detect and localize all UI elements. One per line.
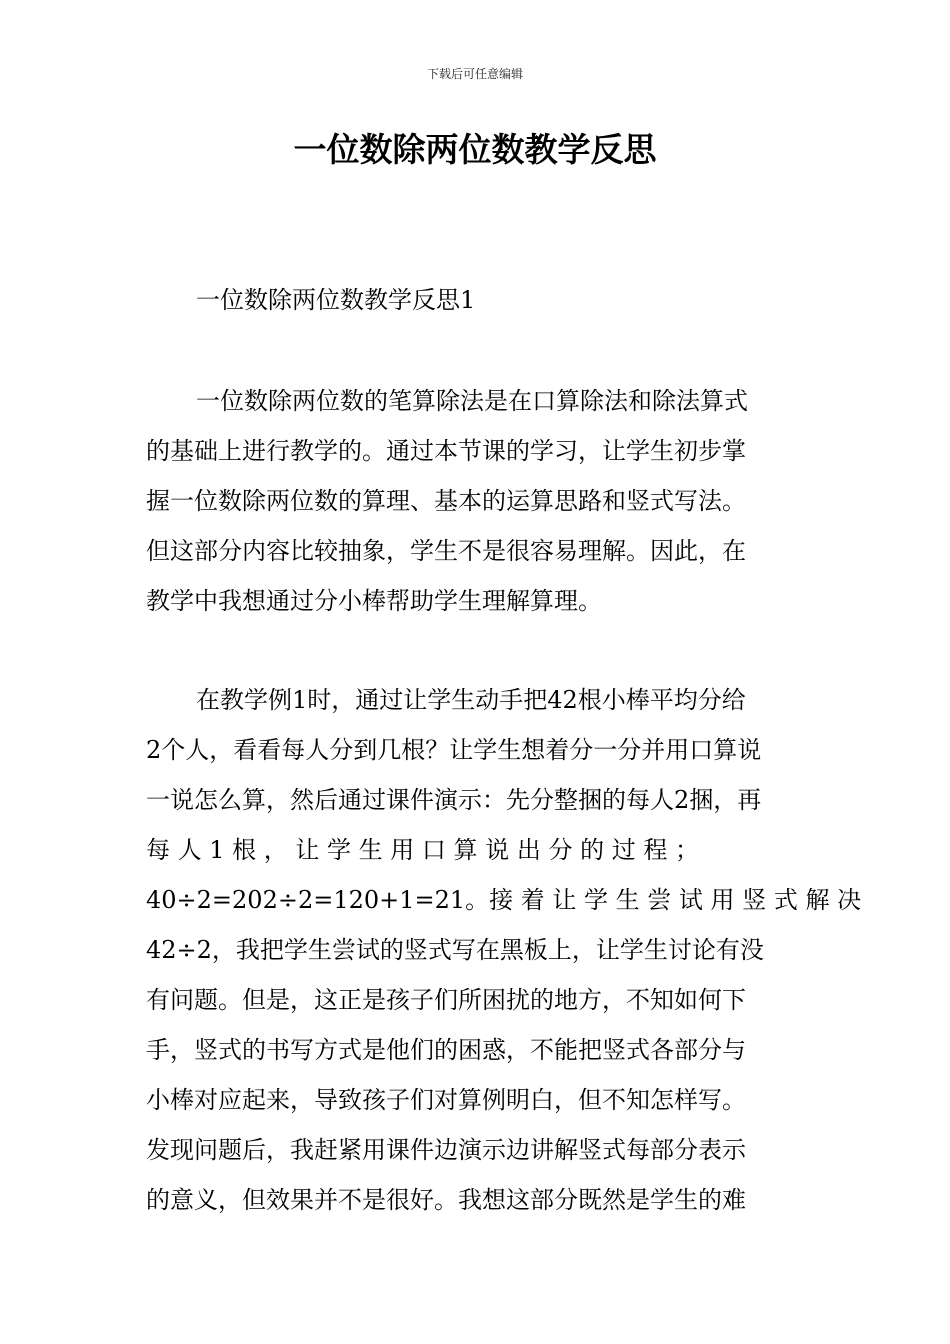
paragraph-1-line: 的基础上进行教学的。通过本节课的学习，让学生初步掌 (146, 437, 746, 465)
document-title: 一位数除两位数教学反思 (293, 130, 657, 169)
paragraph-2-line: 2个人，看看每人分到几根？让学生想着分一分并用口算说 (146, 736, 762, 764)
paragraph-2-line: 的意义，但效果并不是很好。我想这部分既然是学生的难 (146, 1186, 746, 1214)
paragraph-2 (146, 675, 862, 1225)
paragraph-2-line: 一说怎么算，然后通过课件演示：先分整捆的每人2捆，再 (146, 786, 762, 814)
paragraph-1 (146, 376, 806, 626)
paragraph-1-line: 但这部分内容比较抽象，学生不是很容易理解。因此，在 (146, 537, 746, 565)
paragraph-2-line: 手，竖式的书写方式是他们的困惑，不能把竖式各部分与 (146, 1036, 746, 1064)
paragraph-2-line: 有问题。但是，这正是孩子们所困扰的地方，不知如何下 (146, 986, 746, 1014)
paragraph-2-line: 发现问题后，我赶紧用课件边演示边讲解竖式每部分表示 (146, 1136, 746, 1164)
paragraph-1-line: 握一位数除两位数的算理、基本的运算思路和竖式写法。 (146, 487, 746, 515)
paragraph-2-line: 40÷2=202÷2=120+1=21。接 着 让 学 生 尝 试 用 竖 式 解 决 (146, 886, 862, 914)
paragraph-1-line: 一位数除两位数的笔算除法是在口算除法和除法算式 (196, 387, 748, 415)
paragraph-2-line: 每 人 1 根 ， 让 学 生 用 口 算 说 出 分 的 过 程 ； (146, 836, 699, 864)
section-heading: 一位数除两位数教学反思1 (196, 286, 476, 314)
paragraph-2-line: 在教学例1时，通过让学生动手把42根小棒平均分给 (196, 686, 746, 714)
paragraph-2-line: 42÷2，我把学生尝试的竖式写在黑板上，让学生讨论有没 (146, 936, 764, 964)
paragraph-2-line: 小棒对应起来，导致孩子们对算例明白，但不知怎样写。 (146, 1086, 746, 1114)
header-note: 下载后可任意编辑 (426, 67, 523, 81)
paragraph-1-line: 教学中我想通过分小棒帮助学生理解算理。 (146, 587, 602, 615)
